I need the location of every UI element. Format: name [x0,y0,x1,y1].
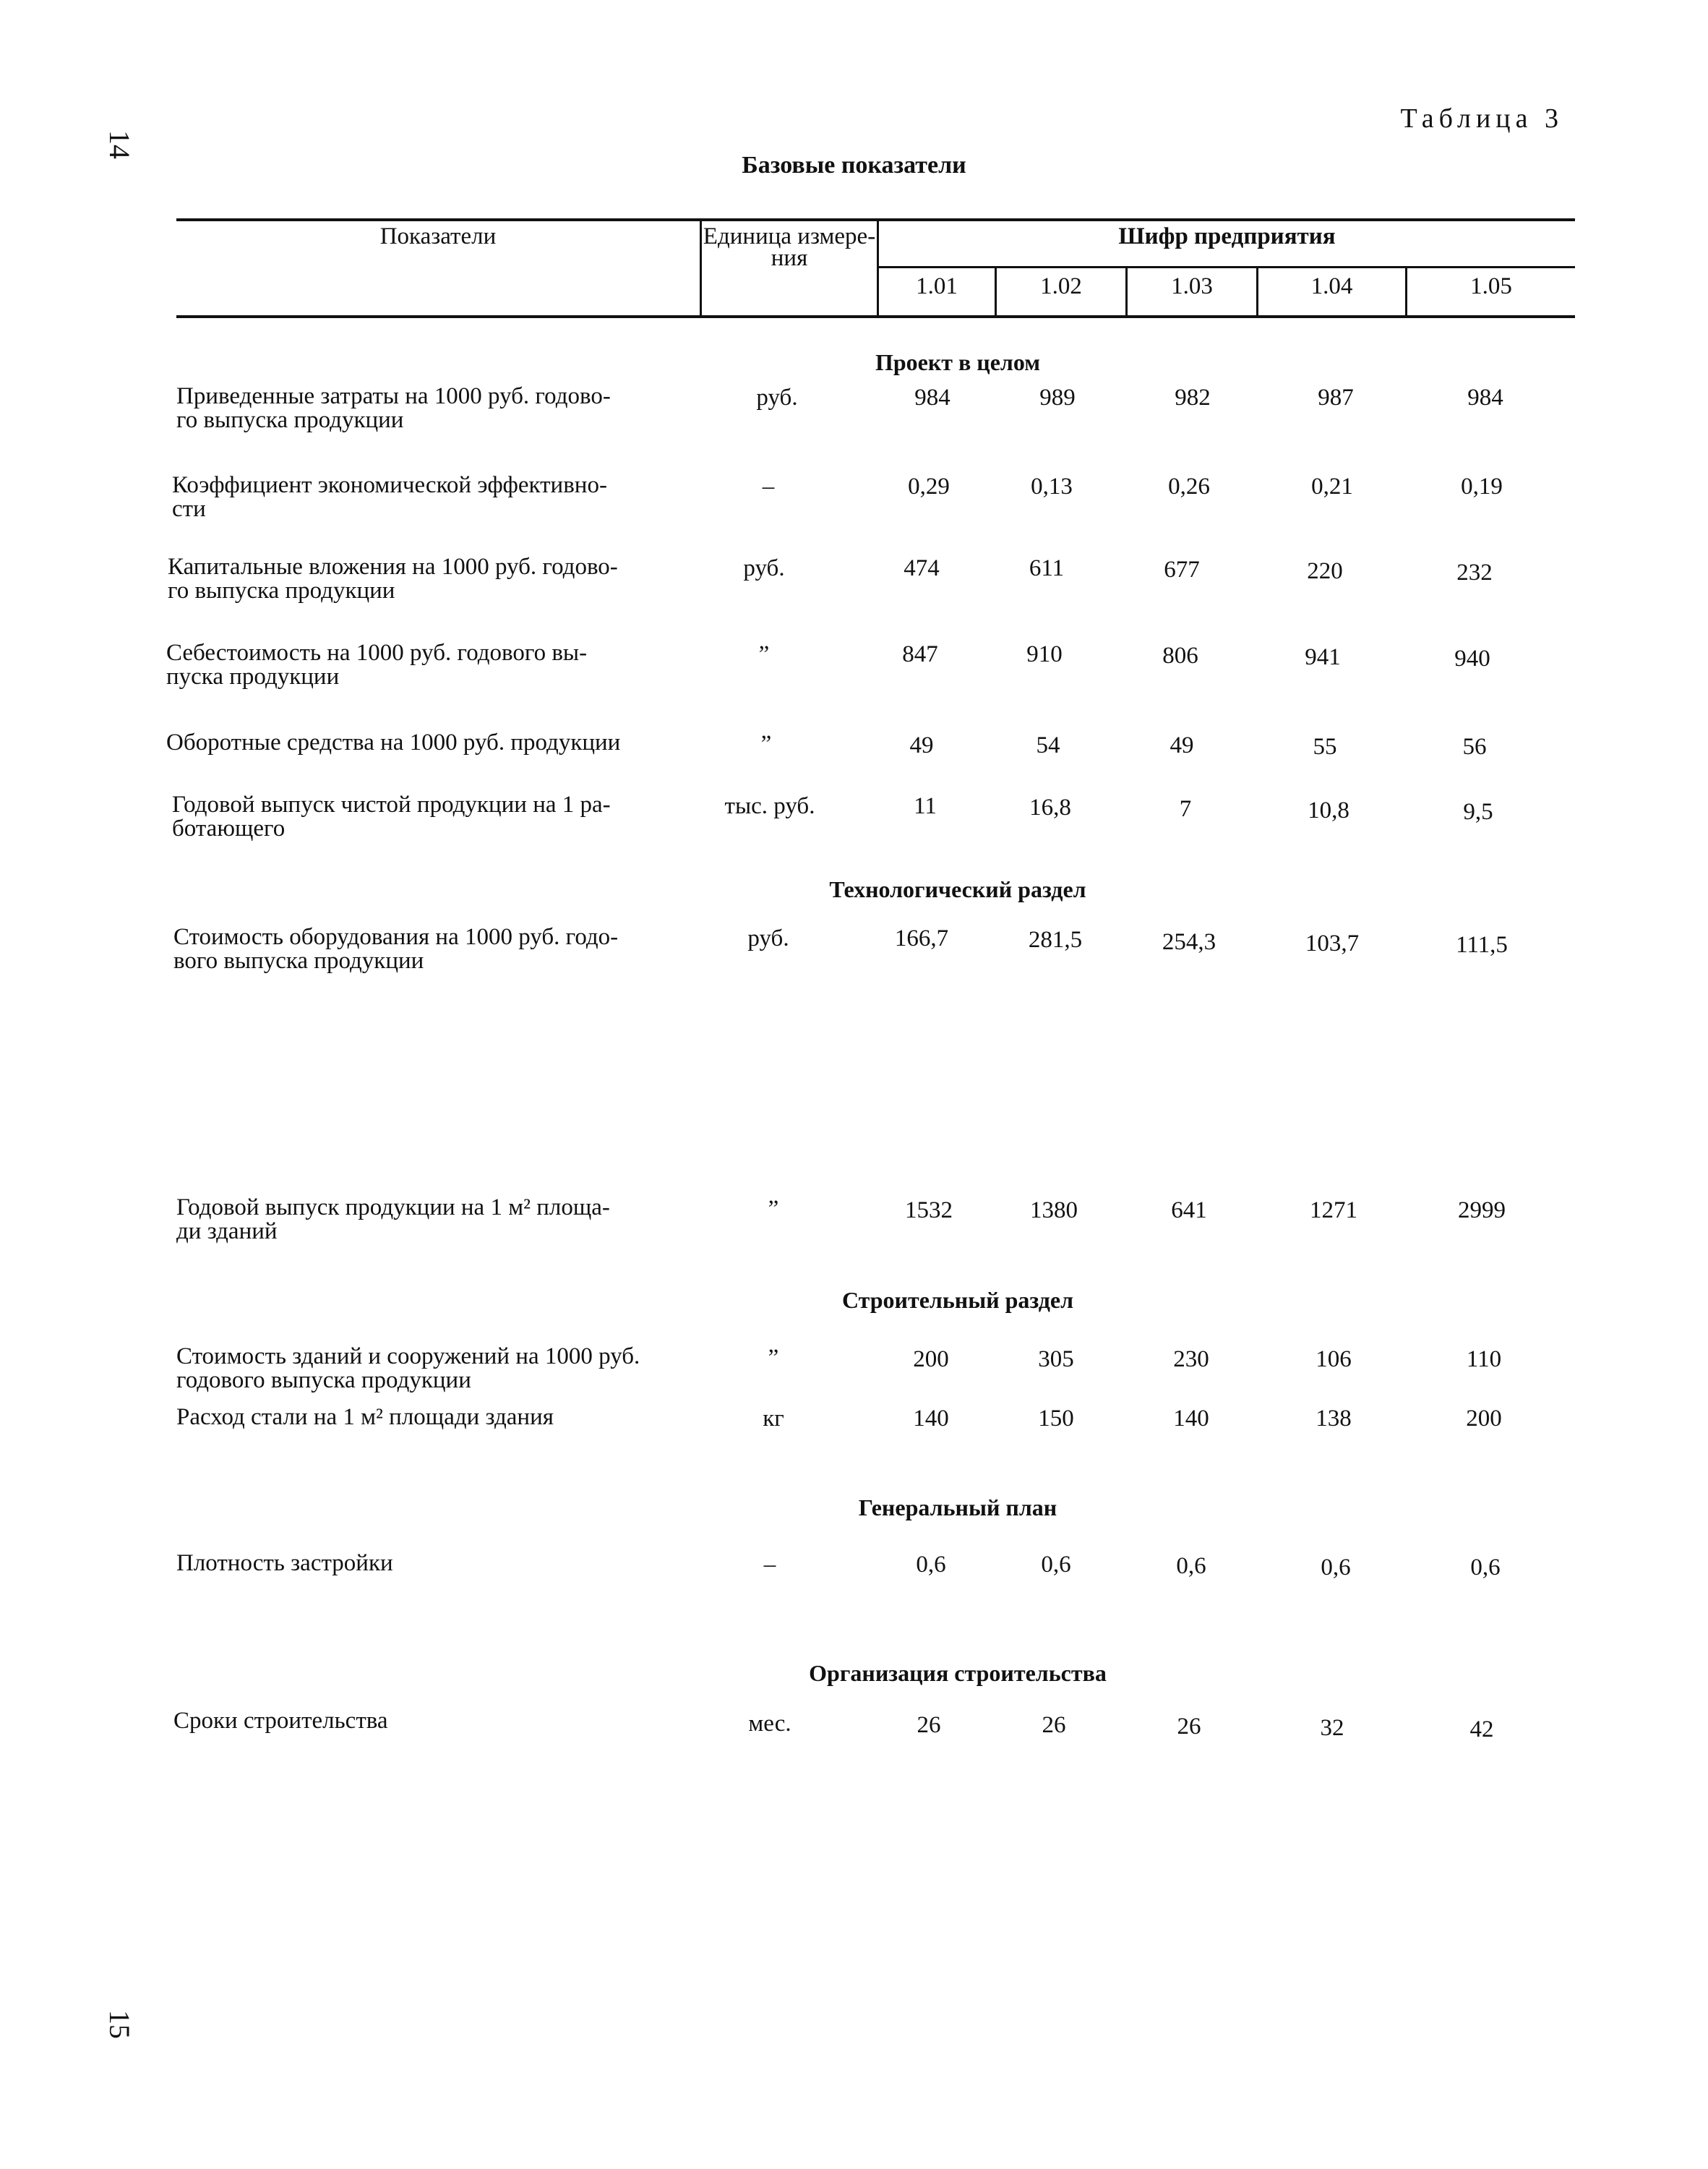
column-header-code: 1.03 [1171,273,1213,299]
row-unit: ” [768,1196,779,1222]
row-value: 232 [1456,560,1493,586]
row-value: 281,5 [1028,927,1083,953]
row-value: 0,19 [1461,474,1503,500]
table-title: Базовые показатели [742,152,966,179]
row-unit: – [762,474,775,500]
column-header-code: 1.05 [1470,273,1512,299]
row-value: 106 [1316,1346,1352,1372]
page-number-top: 14 [103,130,136,159]
row-value: 910 [1026,641,1063,667]
section-title: Строительный раздел [841,1287,1074,1313]
row-value: 982 [1175,385,1211,411]
row-value: 49 [1170,732,1194,758]
row-value: 0,6 [1470,1554,1501,1580]
row-value: 987 [1318,385,1354,411]
column-header-code: 1.02 [1040,273,1082,299]
row-value: 16,8 [1029,795,1071,821]
row-unit: ” [758,641,770,667]
page-number-bottom: 15 [103,2010,136,2039]
row-value: 677 [1164,557,1200,583]
row-value: 254,3 [1162,929,1216,955]
row-value: 56 [1462,734,1487,760]
row-value: 7 [1179,796,1192,822]
row-value: 103,7 [1305,931,1360,957]
row-label: Стоимость оборудования на 1000 руб. годо- вого выпуска продукции [173,924,619,974]
column-header-indicators: Показатели [379,223,497,249]
row-value: 140 [913,1406,949,1432]
row-value: 2999 [1458,1197,1506,1223]
row-value: 0,29 [908,474,950,500]
row-value: 42 [1469,1716,1494,1742]
row-value: 0,6 [1176,1553,1206,1579]
row-value: 26 [1042,1712,1066,1738]
header-bottom-rule [176,315,1575,318]
row-value: 611 [1029,555,1065,581]
row-value: 55 [1313,734,1337,760]
row-value: 641 [1171,1197,1207,1223]
column-header-code: 1.01 [916,273,958,299]
row-value: 138 [1316,1406,1352,1432]
row-value: 305 [1038,1346,1074,1372]
row-unit: тыс. руб. [724,793,815,819]
row-value: 111,5 [1456,932,1508,958]
row-label: Коэффициент экономической эффективно- сти [172,472,607,522]
column-header-unit: Единица измере- ния [703,223,876,271]
row-value: 1532 [905,1197,953,1223]
row-value: 806 [1162,643,1198,669]
row-value: 32 [1320,1715,1344,1741]
section-title: Проект в целом [875,349,1041,375]
header-mid-rule [877,266,1575,268]
row-value: 984 [1467,385,1503,411]
row-value: 1271 [1310,1197,1357,1223]
header-top-rule [176,218,1575,221]
row-value: 49 [909,732,934,758]
header-divider [700,218,702,317]
row-label: Стоимость зданий и сооружений на 1000 руб. годового выпуска продукции [176,1343,640,1393]
row-unit: руб. [756,385,798,411]
row-value: 0,6 [1041,1552,1071,1578]
row-value: 150 [1038,1406,1074,1432]
row-value: 200 [1466,1406,1502,1432]
row-value: 9,5 [1463,799,1493,825]
row-label: Приведенные затраты на 1000 руб. годово- го выпуска продукции [176,383,611,433]
row-value: 984 [914,385,950,411]
row-value: 941 [1305,644,1341,670]
row-label: Оборотные средства на 1000 руб. продукции [166,730,621,756]
row-value: 110 [1466,1346,1502,1372]
row-label: Расход стали на 1 м² площади здания [176,1404,554,1430]
row-value: 54 [1036,732,1060,758]
row-label: Капитальные вложения на 1000 руб. годово- го выпуска продукции [168,554,618,604]
row-value: 0,21 [1311,474,1353,500]
row-unit: руб. [747,925,789,951]
row-unit: мес. [748,1711,791,1737]
row-value: 10,8 [1308,797,1349,823]
row-unit: – [763,1552,776,1578]
row-value: 474 [904,555,940,581]
row-value: 26 [917,1712,941,1738]
row-label: Годовой выпуск продукции на 1 м² площа- ди зданий [176,1194,610,1244]
row-value: 989 [1039,385,1076,411]
row-value: 166,7 [894,925,949,951]
row-value: 847 [902,641,938,667]
section-title: Генеральный план [858,1494,1057,1520]
row-value: 1380 [1030,1197,1078,1223]
row-label: Годовой выпуск чистой продукции на 1 ра- ботающего [172,792,611,842]
row-value: 220 [1307,558,1343,584]
table-label: Таблица 3 [1400,103,1563,134]
row-value: 940 [1454,646,1490,672]
row-value: 11 [914,793,937,819]
row-label: Сроки строительства [173,1708,388,1734]
row-value: 0,13 [1031,474,1073,500]
row-unit: ” [760,731,772,757]
row-unit: кг [763,1406,784,1432]
column-header-code: 1.04 [1310,273,1353,299]
row-value: 200 [913,1346,949,1372]
row-label: Плотность застройки [176,1550,393,1576]
row-unit: руб. [743,555,785,581]
section-title: Организация строительства [809,1660,1107,1686]
row-value: 0,6 [916,1552,946,1578]
row-value: 26 [1177,1714,1201,1740]
row-value: 0,26 [1168,474,1210,500]
row-label: Себестоимость на 1000 руб. годового вы- пуска продукции [166,640,588,690]
row-value: 230 [1173,1346,1209,1372]
row-value: 0,6 [1321,1554,1351,1580]
section-title: Технологический раздел [829,876,1086,902]
column-header-enterprise-code: Шифр предприятия [1118,223,1336,249]
row-unit: ” [768,1345,779,1371]
row-value: 140 [1173,1406,1209,1432]
